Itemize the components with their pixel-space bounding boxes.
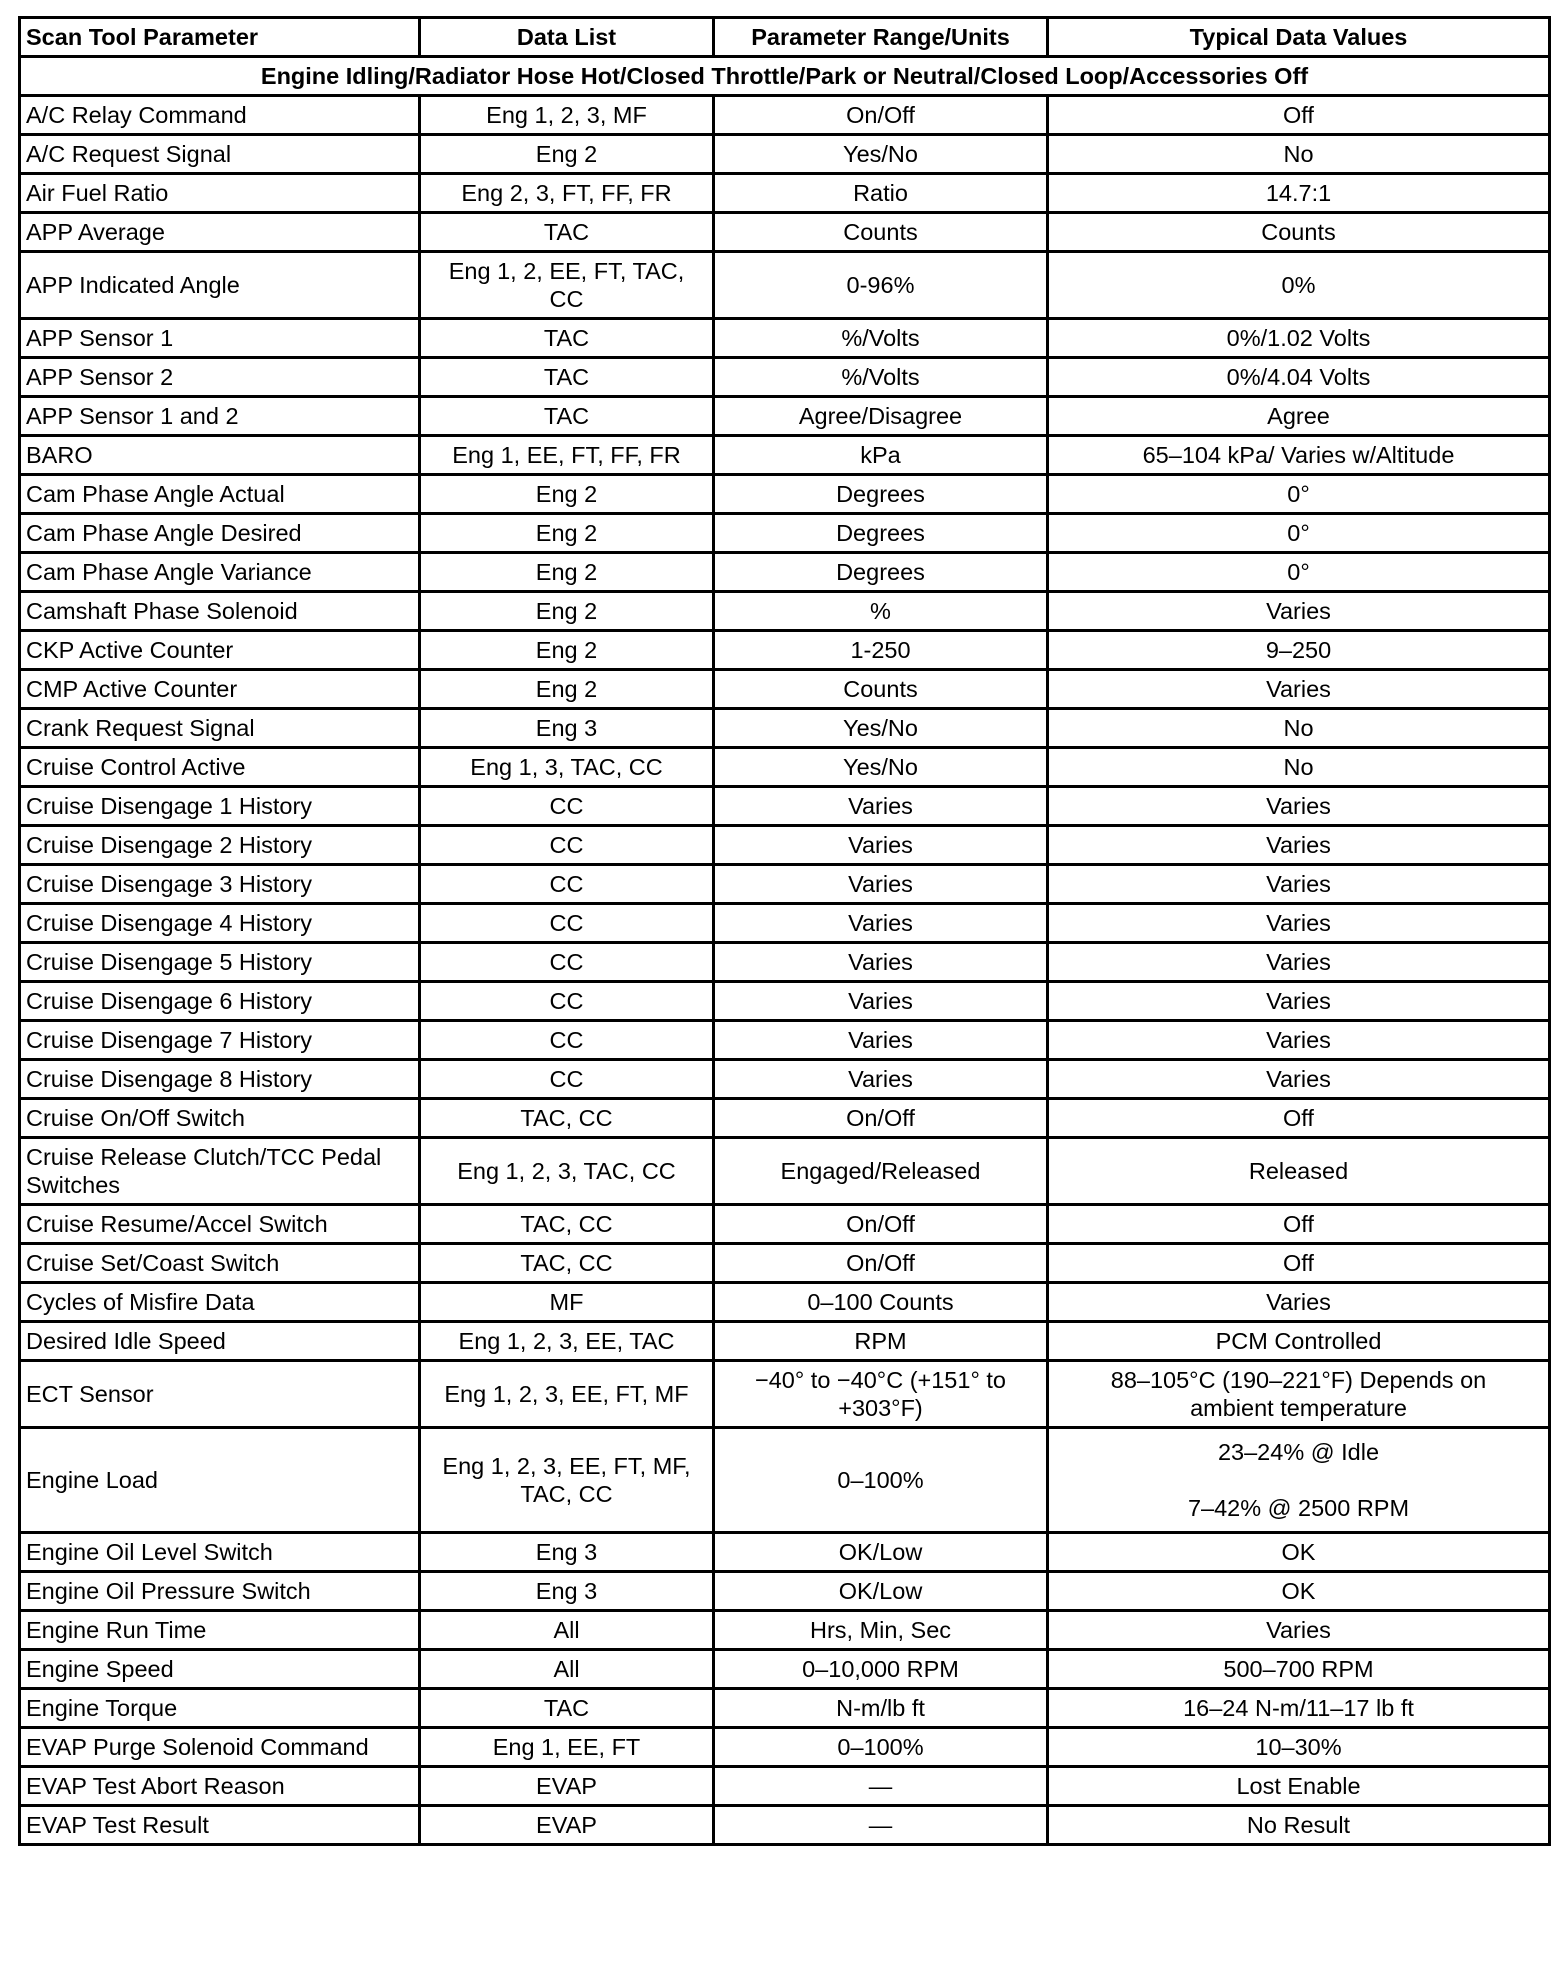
table-row xyxy=(20,358,1550,397)
param-cell: Cruise Disengage 4 History xyxy=(20,904,420,943)
table-row xyxy=(20,1322,1550,1361)
typical-value-cell: 65–104 kPa/ Varies w/Altitude xyxy=(1048,436,1550,475)
typical-value-cell: No xyxy=(1048,709,1550,748)
data-list-cell: Eng 3 xyxy=(420,1533,714,1572)
table-row xyxy=(20,1205,1550,1244)
typical-value-cell: 0%/1.02 Volts xyxy=(1048,319,1550,358)
table-row xyxy=(20,1283,1550,1322)
table-row xyxy=(20,1572,1550,1611)
range-units-cell: %/Volts xyxy=(714,319,1048,358)
table-row xyxy=(20,904,1550,943)
param-cell: A/C Request Signal xyxy=(20,135,420,174)
table-row xyxy=(20,514,1550,553)
param-cell: Engine Run Time xyxy=(20,1611,420,1650)
data-list-cell: Eng 1, 3, TAC, CC xyxy=(420,748,714,787)
param-cell: Cruise Disengage 6 History xyxy=(20,982,420,1021)
table-row xyxy=(20,1060,1550,1099)
table-row xyxy=(20,319,1550,358)
data-list-cell: CC xyxy=(420,982,714,1021)
data-list-cell: CC xyxy=(420,904,714,943)
table-row xyxy=(20,553,1550,592)
range-units-cell: Yes/No xyxy=(714,135,1048,174)
param-cell: CMP Active Counter xyxy=(20,670,420,709)
table-row xyxy=(20,787,1550,826)
range-units-cell: kPa xyxy=(714,436,1048,475)
data-list-cell: Eng 2, 3, FT, FF, FR xyxy=(420,174,714,213)
typical-value-cell: Varies xyxy=(1048,670,1550,709)
range-units-cell: On/Off xyxy=(714,96,1048,135)
data-list-cell: TAC xyxy=(420,213,714,252)
param-cell: Camshaft Phase Solenoid xyxy=(20,592,420,631)
table-row xyxy=(20,1533,1550,1572)
typical-value-cell: 88–105°C (190–221°F) Depends on ambient temperature xyxy=(1048,1361,1550,1428)
data-list-cell: Eng 2 xyxy=(420,135,714,174)
table-row xyxy=(20,1021,1550,1060)
typical-value-cell: Varies xyxy=(1048,865,1550,904)
data-list-cell: Eng 1, 2, EE, FT, TAC, CC xyxy=(420,252,714,319)
param-cell: Cruise Set/Coast Switch xyxy=(20,1244,420,1283)
data-list-cell: Eng 1, 2, 3, EE, FT, MF, TAC, CC xyxy=(420,1428,714,1533)
range-units-cell: RPM xyxy=(714,1322,1048,1361)
typical-value-cell: Released xyxy=(1048,1138,1550,1205)
test-conditions: Engine Idling/Radiator Hose Hot/Closed Throttle/Park or Neutral/Closed Loop/Accessories Off xyxy=(20,57,1550,96)
param-cell: Engine Oil Pressure Switch xyxy=(20,1572,420,1611)
data-list-cell: TAC xyxy=(420,358,714,397)
range-units-cell: %/Volts xyxy=(714,358,1048,397)
data-list-cell: Eng 1, 2, 3, EE, TAC xyxy=(420,1322,714,1361)
table-row xyxy=(20,213,1550,252)
range-units-cell: OK/Low xyxy=(714,1572,1048,1611)
table-row xyxy=(20,1650,1550,1689)
param-cell: Cam Phase Angle Actual xyxy=(20,475,420,514)
typical-value-cell: 23–24% @ Idle 7–42% @ 2500 RPM xyxy=(1048,1428,1550,1533)
data-list-cell: TAC, CC xyxy=(420,1205,714,1244)
param-cell: APP Average xyxy=(20,213,420,252)
data-list-cell: Eng 1, EE, FT xyxy=(420,1728,714,1767)
typical-value-cell: Off xyxy=(1048,1099,1550,1138)
condition-row xyxy=(20,57,1550,96)
typical-value-cell: 16–24 N-m/11–17 lb ft xyxy=(1048,1689,1550,1728)
data-list-cell: CC xyxy=(420,943,714,982)
table-row xyxy=(20,1361,1550,1428)
table-row xyxy=(20,1767,1550,1806)
data-list-cell: Eng 3 xyxy=(420,1572,714,1611)
typical-value-cell: Varies xyxy=(1048,1021,1550,1060)
param-cell: A/C Relay Command xyxy=(20,96,420,135)
table-body xyxy=(20,57,1550,1845)
range-units-cell: — xyxy=(714,1767,1048,1806)
table-row xyxy=(20,436,1550,475)
typical-value-cell: No xyxy=(1048,135,1550,174)
table-row xyxy=(20,1806,1550,1845)
param-cell: Cruise Disengage 5 History xyxy=(20,943,420,982)
data-list-cell: Eng 2 xyxy=(420,631,714,670)
data-list-cell: TAC xyxy=(420,319,714,358)
table-row xyxy=(20,826,1550,865)
param-cell: EVAP Purge Solenoid Command xyxy=(20,1728,420,1767)
typical-value-cell: 0° xyxy=(1048,514,1550,553)
data-list-cell: EVAP xyxy=(420,1806,714,1845)
typical-value-cell: Varies xyxy=(1048,943,1550,982)
table-row xyxy=(20,670,1550,709)
param-cell: EVAP Test Abort Reason xyxy=(20,1767,420,1806)
param-cell: Cam Phase Angle Variance xyxy=(20,553,420,592)
data-list-cell: Eng 1, EE, FT, FF, FR xyxy=(420,436,714,475)
data-list-cell: EVAP xyxy=(420,1767,714,1806)
header-scan-tool-parameter: Scan Tool Parameter xyxy=(20,18,420,57)
range-units-cell: 0-96% xyxy=(714,252,1048,319)
data-list-cell: Eng 2 xyxy=(420,514,714,553)
param-cell: Cycles of Misfire Data xyxy=(20,1283,420,1322)
table-row xyxy=(20,748,1550,787)
typical-value-cell: Counts xyxy=(1048,213,1550,252)
data-list-cell: Eng 2 xyxy=(420,592,714,631)
data-list-cell: All xyxy=(420,1611,714,1650)
param-cell: Cam Phase Angle Desired xyxy=(20,514,420,553)
param-cell: Engine Oil Level Switch xyxy=(20,1533,420,1572)
param-cell: Engine Load xyxy=(20,1428,420,1533)
data-list-cell: Eng 1, 2, 3, TAC, CC xyxy=(420,1138,714,1205)
data-list-cell: TAC, CC xyxy=(420,1099,714,1138)
data-list-cell: MF xyxy=(420,1283,714,1322)
range-units-cell: Hrs, Min, Sec xyxy=(714,1611,1048,1650)
table-row xyxy=(20,1428,1550,1533)
param-cell: APP Indicated Angle xyxy=(20,252,420,319)
typical-value-cell: Varies xyxy=(1048,1611,1550,1650)
range-units-cell: OK/Low xyxy=(714,1533,1048,1572)
table-row xyxy=(20,709,1550,748)
table-row xyxy=(20,592,1550,631)
range-units-cell: % xyxy=(714,592,1048,631)
table-row xyxy=(20,1138,1550,1205)
param-cell: Cruise Disengage 2 History xyxy=(20,826,420,865)
typical-value-cell: 9–250 xyxy=(1048,631,1550,670)
range-units-cell: Varies xyxy=(714,943,1048,982)
data-list-cell: CC xyxy=(420,865,714,904)
table-row xyxy=(20,174,1550,213)
param-cell: APP Sensor 1 and 2 xyxy=(20,397,420,436)
range-units-cell: Ratio xyxy=(714,174,1048,213)
range-units-cell: Counts xyxy=(714,213,1048,252)
typical-value-cell: Lost Enable xyxy=(1048,1767,1550,1806)
table-row xyxy=(20,252,1550,319)
param-cell: Cruise Resume/Accel Switch xyxy=(20,1205,420,1244)
range-units-cell: Agree/Disagree xyxy=(714,397,1048,436)
typical-value-cell: 0° xyxy=(1048,475,1550,514)
param-cell: Air Fuel Ratio xyxy=(20,174,420,213)
range-units-cell: −40° to −40°C (+151° to +303°F) xyxy=(714,1361,1048,1428)
header-row xyxy=(20,18,1550,57)
typical-value-cell: Varies xyxy=(1048,1060,1550,1099)
param-cell: ECT Sensor xyxy=(20,1361,420,1428)
typical-value-cell: No Result xyxy=(1048,1806,1550,1845)
data-list-cell: CC xyxy=(420,1021,714,1060)
data-list-cell: All xyxy=(420,1650,714,1689)
data-list-cell: TAC xyxy=(420,397,714,436)
table-row xyxy=(20,397,1550,436)
data-list-cell: Eng 2 xyxy=(420,475,714,514)
table-row xyxy=(20,1099,1550,1138)
range-units-cell: Counts xyxy=(714,670,1048,709)
typical-value-cell: Varies xyxy=(1048,982,1550,1021)
table-row xyxy=(20,982,1550,1021)
typical-value-cell: Off xyxy=(1048,1205,1550,1244)
param-cell: Cruise Disengage 3 History xyxy=(20,865,420,904)
range-units-cell: On/Off xyxy=(714,1205,1048,1244)
range-units-cell: Varies xyxy=(714,1060,1048,1099)
typical-value-cell: Varies xyxy=(1048,1283,1550,1322)
param-cell: CKP Active Counter xyxy=(20,631,420,670)
table-row xyxy=(20,1244,1550,1283)
typical-value-cell: 0% xyxy=(1048,252,1550,319)
param-cell: Cruise Disengage 8 History xyxy=(20,1060,420,1099)
range-units-cell: 0–10,000 RPM xyxy=(714,1650,1048,1689)
table-row xyxy=(20,96,1550,135)
param-cell: APP Sensor 2 xyxy=(20,358,420,397)
data-list-cell: CC xyxy=(420,787,714,826)
param-cell: Crank Request Signal xyxy=(20,709,420,748)
param-cell: Engine Speed xyxy=(20,1650,420,1689)
typical-value-cell: 0° xyxy=(1048,553,1550,592)
data-list-cell: Eng 2 xyxy=(420,553,714,592)
data-list-cell: CC xyxy=(420,826,714,865)
param-cell: EVAP Test Result xyxy=(20,1806,420,1845)
typical-value-cell: PCM Controlled xyxy=(1048,1322,1550,1361)
data-list-cell: Eng 2 xyxy=(420,670,714,709)
typical-value-cell: Agree xyxy=(1048,397,1550,436)
range-units-cell: Degrees xyxy=(714,475,1048,514)
range-units-cell: Varies xyxy=(714,865,1048,904)
param-cell: BARO xyxy=(20,436,420,475)
param-cell: Desired Idle Speed xyxy=(20,1322,420,1361)
typical-value-cell: 10–30% xyxy=(1048,1728,1550,1767)
typical-value-cell: Varies xyxy=(1048,904,1550,943)
param-cell: APP Sensor 1 xyxy=(20,319,420,358)
typical-value-cell: 14.7:1 xyxy=(1048,174,1550,213)
range-units-cell: N-m/lb ft xyxy=(714,1689,1048,1728)
typical-value-cell: Varies xyxy=(1048,592,1550,631)
typical-value-cell: Varies xyxy=(1048,826,1550,865)
typical-value-cell: 0%/4.04 Volts xyxy=(1048,358,1550,397)
range-units-cell: Varies xyxy=(714,787,1048,826)
header-data-list: Data List xyxy=(420,18,714,57)
range-units-cell: Degrees xyxy=(714,553,1048,592)
param-cell: Cruise Control Active xyxy=(20,748,420,787)
param-cell: Cruise Disengage 7 History xyxy=(20,1021,420,1060)
typical-value-cell: OK xyxy=(1048,1533,1550,1572)
table-row xyxy=(20,1689,1550,1728)
param-cell: Engine Torque xyxy=(20,1689,420,1728)
range-units-cell: — xyxy=(714,1806,1048,1845)
table-row xyxy=(20,631,1550,670)
range-units-cell: Yes/No xyxy=(714,748,1048,787)
range-units-cell: 0–100 Counts xyxy=(714,1283,1048,1322)
table-row xyxy=(20,1728,1550,1767)
typical-value-cell: Varies xyxy=(1048,787,1550,826)
table-row xyxy=(20,475,1550,514)
range-units-cell: Varies xyxy=(714,904,1048,943)
data-list-cell: Eng 1, 2, 3, MF xyxy=(420,96,714,135)
typical-value-cell: 500–700 RPM xyxy=(1048,1650,1550,1689)
range-units-cell: 0–100% xyxy=(714,1428,1048,1533)
range-units-cell: 0–100% xyxy=(714,1728,1048,1767)
range-units-cell: On/Off xyxy=(714,1244,1048,1283)
scan-tool-data-table xyxy=(18,16,1551,1846)
header-typical-data-values: Typical Data Values xyxy=(1048,18,1550,57)
header-parameter-range-units: Parameter Range/Units xyxy=(714,18,1048,57)
range-units-cell: Varies xyxy=(714,826,1048,865)
typical-value-cell: Off xyxy=(1048,96,1550,135)
range-units-cell: Varies xyxy=(714,982,1048,1021)
param-cell: Cruise On/Off Switch xyxy=(20,1099,420,1138)
scan-tool-data-sheet xyxy=(18,16,1548,1846)
typical-value-cell: Off xyxy=(1048,1244,1550,1283)
data-list-cell: TAC xyxy=(420,1689,714,1728)
range-units-cell: Yes/No xyxy=(714,709,1048,748)
data-list-cell: Eng 3 xyxy=(420,709,714,748)
param-cell: Cruise Release Clutch/TCC Pedal Switches xyxy=(20,1138,420,1205)
table-row xyxy=(20,865,1550,904)
param-cell: Cruise Disengage 1 History xyxy=(20,787,420,826)
data-list-cell: Eng 1, 2, 3, EE, FT, MF xyxy=(420,1361,714,1428)
typical-value-cell: No xyxy=(1048,748,1550,787)
range-units-cell: 1-250 xyxy=(714,631,1048,670)
table-header xyxy=(20,18,1550,57)
range-units-cell: Engaged/Released xyxy=(714,1138,1048,1205)
data-list-cell: CC xyxy=(420,1060,714,1099)
table-row xyxy=(20,135,1550,174)
range-units-cell: Degrees xyxy=(714,514,1048,553)
table-row xyxy=(20,1611,1550,1650)
range-units-cell: On/Off xyxy=(714,1099,1048,1138)
data-list-cell: TAC, CC xyxy=(420,1244,714,1283)
range-units-cell: Varies xyxy=(714,1021,1048,1060)
typical-value-cell: OK xyxy=(1048,1572,1550,1611)
table-row xyxy=(20,943,1550,982)
